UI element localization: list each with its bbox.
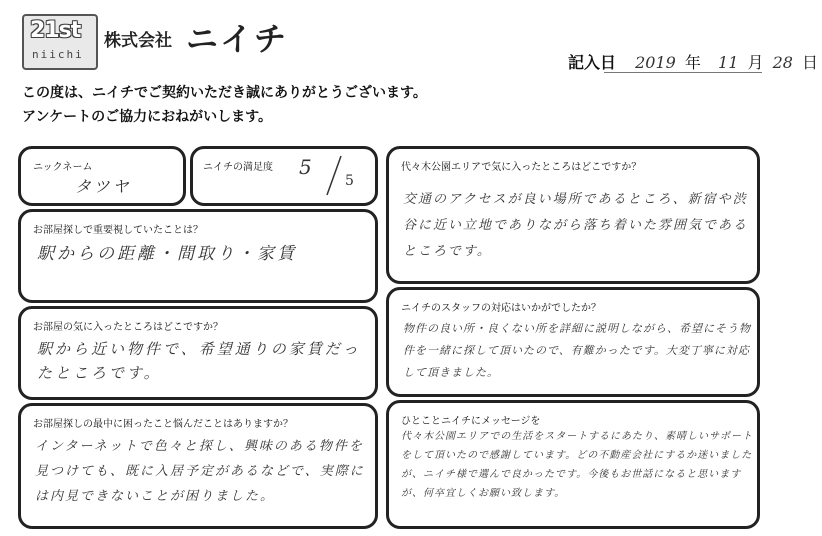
- trouble-box: [18, 403, 378, 529]
- area-box: [386, 146, 760, 284]
- liked-box: [18, 306, 378, 400]
- date-line: [568, 50, 822, 73]
- satisfaction-label: ニイチの満足度: [203, 162, 273, 173]
- date-year: 2019: [635, 53, 676, 72]
- nickname-label: ニックネーム: [33, 162, 93, 173]
- trouble-answer: インターネットで色々と探し、興味のある物件を見つけても、既に入居予定があるなどで、実際には内見できないことが困りました。: [35, 439, 365, 504]
- staff-answer: 物件の良い所・良くない所を詳細に説明しながら、希望にそう物件を一緒に探して頂いたので、有難かったです。大変丁寧に対応して頂きました。: [403, 322, 751, 379]
- logo-subtext: niichi: [32, 48, 84, 61]
- area-answer: 交通のアクセスが良い場所であるところ、新宿や渋谷に近い立地でありながら落ち着いた雰囲気であるところです。: [403, 192, 749, 259]
- intro-line-2: アンケートのご協力におねがいします。: [22, 109, 273, 125]
- liked-label: お部屋の気に入ったところはどこですか？: [33, 322, 223, 333]
- priority-box: [18, 209, 378, 303]
- priority-answer: 駅からの距離・間取り・家賃: [37, 244, 297, 264]
- liked-answer: 駅から近い物件で、希望通りの家賃だったところです。: [37, 340, 361, 382]
- date-day: 28: [772, 53, 793, 72]
- satisfaction-max: 5: [345, 173, 357, 189]
- company-name: ニイチ: [186, 20, 289, 58]
- satisfaction-box: [190, 146, 378, 206]
- staff-box: [386, 287, 760, 397]
- date-month: 11: [718, 53, 739, 72]
- intro-line-1: この度は、ニイチでご契約いただき誠にありがとうございます。: [22, 85, 427, 101]
- day-unit: 日: [802, 53, 819, 72]
- month-unit: 月: [747, 53, 764, 72]
- message-answer: 代々木公園エリアでの生活をスタートするにあたり、素晴しいサポートをして頂いたので感謝しています。どの不動産会社にするか迷いましたが、ニイチ様で選んで良かったです。今後もお世話になると思いますが、何卒宜しくお願い致します。: [401, 431, 753, 499]
- nickname-box: [18, 146, 186, 206]
- trouble-label: お部屋探しの最中に困ったこと悩んだことはありますか？: [33, 419, 293, 430]
- year-unit: 年: [684, 53, 701, 72]
- area-label: 代々木公園エリアで気に入ったところはどこですか？: [401, 162, 642, 173]
- date-label: 記入日: [568, 53, 617, 72]
- satisfaction-score: 5: [299, 155, 315, 179]
- nickname-value: タツヤ: [75, 177, 132, 196]
- message-label: ひとことニイチにメッセージを: [401, 416, 541, 427]
- logo-text: 21st: [30, 18, 81, 43]
- date-underline: [604, 72, 762, 73]
- company-prefix: 株式会社: [104, 31, 172, 51]
- staff-label: ニイチのスタッフの対応はいかがでしたか？: [401, 303, 601, 314]
- priority-label: お部屋探しで重要視していたことは？: [33, 225, 203, 236]
- message-box: [386, 400, 760, 529]
